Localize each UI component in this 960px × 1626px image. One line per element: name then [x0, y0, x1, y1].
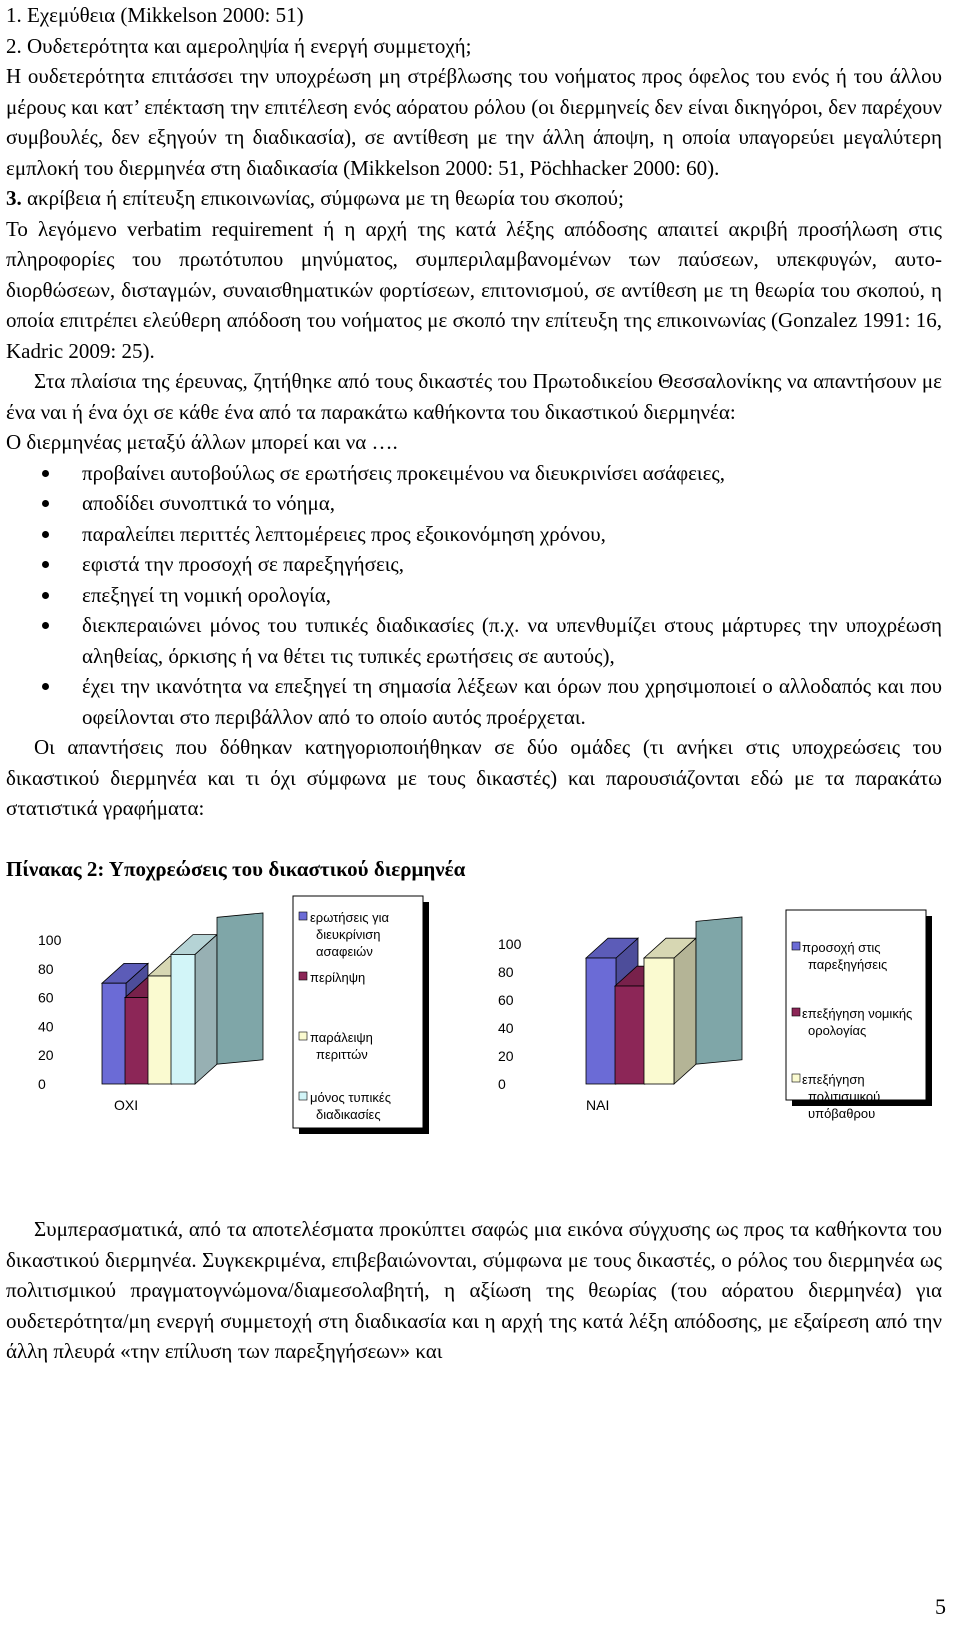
y-tick-label: 100 [498, 936, 522, 952]
item-2-heading: 2. Ουδετερότητα και αμεροληψία ή ενεργή συμμετοχή; [6, 33, 472, 58]
category-label: ΟΧΙ [114, 1097, 139, 1113]
answers-paragraph: Οι απαντήσεις που δόθηκαν κατηγοριοποιήθηκαν σε δύο ομάδες (τι ανήκει στις υποχρεώσεις του δικαστικού διερμηνέα και τι όχι σύμφωνα με τους δικαστές) και παρουσιάζονται εδώ με τα παρακάτω στατιστικά γραφήματα: [6, 735, 942, 820]
back-wall [696, 917, 742, 1064]
item-3-heading [6, 183, 942, 214]
legend-swatch [299, 1032, 307, 1040]
legend-label: ερωτήσεις για [310, 910, 390, 925]
legend-label: επεξήγηση νομικής [802, 1006, 913, 1021]
y-tick-label: 20 [498, 1048, 514, 1064]
legend-label: παράλειψη [310, 1030, 373, 1045]
category-label: ΝΑΙ [586, 1097, 610, 1113]
legend-swatch [792, 942, 800, 950]
legend-label: πολιτισμικού [808, 1089, 881, 1104]
bar [125, 998, 149, 1084]
research-paragraph: Στα πλαίσια της έρευνας, ζητήθηκε από τους δικαστές του Πρωτοδικείου Θεσσαλονίκης να απαντήσουν με ένα ναι ή ένα όχι σε κάθε ένα από τα παρακάτω καθήκοντα του δικαστικού διερμηνέα: [6, 369, 942, 424]
duties-list [6, 458, 942, 733]
item-3-body: Το λεγόμενο verbatim requirement ή η αρχή της κατά λέξης απόδοσης απαιτεί ακριβή προσήλωση στις πληροφορίες του πρωτότυπου μηνύματος, συμπεριλαμβανομένων των παύσεων, υπεκφυγών, αυτο-διορθώσεων, δισταγμών, συναισθηματικών φορτίσεων, επιτονισμού, σε αντίθεση με τη θεωρία του σκοπού, η οποία επιτρέπει ελεύθερη απόδοση του νοήματος με σκοπό την επίτευξη της επικοινωνίας (Gonzalez 1991: 16, Kadric 2009: 25). [6, 216, 942, 363]
page-number: 5 [935, 1593, 946, 1619]
y-tick-label: 0 [38, 1076, 46, 1092]
bar-side [195, 935, 217, 1084]
item-3-heading-text: ακρίβεια ή επίτευξη επικοινωνίας, σύμφωνα με τη θεωρία του σκοπού; [21, 186, 624, 210]
legend-label: επεξήγηση [802, 1072, 865, 1087]
list-intro: Ο διερμηνέας μεταξύ άλλων μπορεί και να …. [6, 430, 398, 454]
item-2-body: Η ουδετερότητα επιτάσσει την υποχρέωση μη στρέβλωσης του νοήματος προς όφελος του ενός ή του άλλου μέρους και κατ’ επέκταση την επιτέλεση ενός αόρατου ρόλου (οι διερμηνείς δεν είναι δικηγόροι, δεν παρέχουν συμβουλές, δεν εξηγούν τη διαδικασία), σε αντίθεση με την άλλη άποψη, η οποία υπαγορεύει μεγαλύτερη εμπλοκή του διερμηνέα στη διαδικασία (Mikkelson 2000: 51, Pöchhacker 2000: 60). [6, 64, 942, 180]
bar-charts [6, 884, 942, 1214]
list-item: διεκπεραιώνει μόνος του τυπικές διαδικασίες (π.χ. να υπενθυμίζει στους μάρτυρες την υποχρέωση αληθείας, όρκισης ή να θέτει τις τυπικές ερωτήσεις σε αυτούς), [6, 610, 942, 671]
item-1: 1. Εχεμύθεια (Mikkelson 2000: 51) [6, 3, 304, 27]
list-item: έχει την ικανότητα να επεξηγεί τη σημασία λέξεων και όρων που χρησιμοποιεί ο αλλοδαπός και που οφείλονται στο περιβάλλον από το οποίο αυτός προέρχεται. [6, 671, 942, 732]
bar [586, 958, 616, 1084]
bar [171, 954, 195, 1084]
item-3-number: 3. [6, 186, 22, 210]
y-tick-label: 100 [38, 932, 62, 948]
legend-swatch [299, 912, 307, 920]
y-tick-label: 20 [38, 1047, 54, 1064]
table-title: Πίνακας 2: Υποχρεώσεις του δικαστικού διερμηνέα [6, 856, 466, 881]
y-tick-label: 40 [38, 1018, 54, 1035]
list-item: επεξηγεί τη νομική ορολογία, [6, 580, 942, 611]
y-tick-label: 60 [38, 989, 54, 1006]
bar [102, 983, 126, 1084]
document-page [6, 0, 942, 1367]
y-tick-label: 80 [498, 964, 514, 980]
legend-label: ορολογίας [808, 1023, 867, 1038]
legend-label: διευκρίνιση [316, 927, 381, 942]
legend-label: διαδικασίες [316, 1107, 381, 1122]
legend-label: υπόβαθρου [808, 1106, 876, 1121]
legend-swatch [299, 1092, 307, 1100]
charts-area [6, 884, 942, 1214]
list-item: εφιστά την προσοχή σε παρεξηγήσεις, [6, 549, 942, 580]
conclusion-paragraph: Συμπερασματικά, από τα αποτελέσματα προκύπτει σαφώς μια εικόνα σύγχυσης ως προς τα καθήκοντα του δικαστικού διερμηνέα. Συγκεκριμένα, επιβεβαιώνονται, σύμφωνα με τους δικαστές, ο ρόλος του διερμηνέα ως πολιτισμικού πραγματογνώμονα/διαμεσολαβητή, η αξίωση της θεωρίας (του αόρατου διερμηνέα) για ουδετερότητα/μη ενεργή συμμετοχή στη διαδικασία και η αρχή της κατά λέξη απόδοσης, με εξαίρεση από την άλλη πλευρά «την επίλυση των παρεξηγήσεων» και [6, 1217, 942, 1363]
bar [644, 958, 674, 1084]
legend-swatch [299, 972, 307, 980]
back-wall [217, 913, 263, 1064]
bar [615, 986, 645, 1084]
list-item: προβαίνει αυτοβούλως σε ερωτήσεις προκειμένου να διευκρινίσει ασάφειες, [6, 458, 942, 489]
y-tick-label: 60 [498, 992, 514, 1008]
y-tick-label: 80 [38, 960, 54, 977]
bar-side [674, 938, 696, 1084]
bar [148, 976, 172, 1084]
legend-label: προσοχή στις [802, 940, 881, 955]
list-item: παραλείπει περιττές λεπτομέρειες προς εξοικονόμηση χρόνου, [6, 519, 942, 550]
legend-label: περιττών [316, 1047, 368, 1062]
legend-label: παρεξηγήσεις [808, 957, 888, 972]
y-tick-label: 0 [498, 1076, 506, 1092]
legend-swatch [792, 1008, 800, 1016]
legend-label: περίληψη [310, 970, 366, 985]
legend-swatch [792, 1074, 800, 1082]
list-item: αποδίδει συνοπτικά το νόημα, [6, 488, 942, 519]
legend-label: μόνος τυπικές [310, 1090, 391, 1105]
y-tick-label: 40 [498, 1020, 514, 1036]
legend-label: ασαφειών [316, 944, 373, 959]
